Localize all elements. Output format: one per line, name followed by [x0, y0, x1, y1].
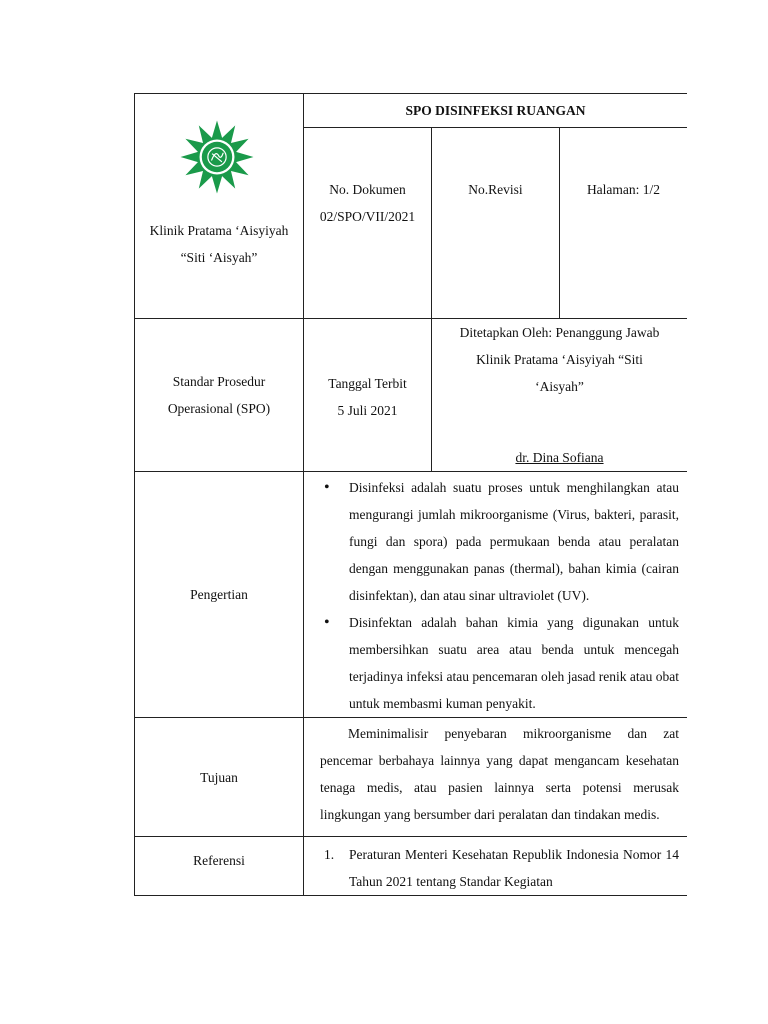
issue-date-cell — [304, 319, 432, 472]
document-number-label: No. Dokumen — [329, 182, 406, 197]
referensi-content — [304, 837, 688, 896]
list-item: • Disinfektan adalah bahan kimia yang digunakan untuk membersihkan suatu area atau benda untuk mencegah terjadinya infeksi atau pencemaran oleh jasad renik atau obat untuk membasmi kuman penyakit. — [322, 609, 679, 717]
document-title: SPO DISINFEKSI RUANGAN — [304, 94, 688, 128]
revision-cell — [432, 128, 560, 319]
issue-date-value: 5 Juli 2021 — [337, 403, 398, 418]
pengertian-content — [304, 472, 688, 718]
signer-name: dr. Dina Sofiana — [515, 450, 604, 465]
pengertian-list — [322, 474, 679, 717]
section-label-referensi: Referensi — [135, 837, 304, 896]
page-label: Halaman: 1/2 — [586, 182, 661, 197]
tujuan-content: Meminimalisir penyebaran mikroorganisme dan zat pencemar berbahaya lainnya yang dapat mengancam kesehatan tenaga medis, atau pasien lainnya serta potensi merusak lingkungan yang bersumber dari peralatan dan tindakan medis. — [304, 718, 688, 837]
list-number: 1. — [324, 847, 335, 862]
list-text: Peraturan Menteri Kesehatan Republik Indonesia Nomor 14 Tahun 2021 tentang Standar Kegiatan — [349, 847, 679, 889]
list-item — [324, 841, 679, 895]
muhammadiyah-sun-emblem-icon — [179, 119, 255, 195]
document-number-value: 02/SPO/VII/2021 — [319, 209, 416, 224]
spo-label-cell: Standar Prosedur Operasional (SPO) — [135, 319, 304, 472]
issue-date-label: Tanggal Terbit — [328, 376, 407, 391]
revision-label: No.Revisi — [468, 182, 523, 197]
section-label-pengertian: Pengertian — [135, 472, 304, 718]
spo-table — [134, 93, 687, 896]
section-label-tujuan: Tujuan — [135, 718, 304, 837]
list-item: • Disinfeksi adalah suatu proses untuk menghilangkan atau mengurangi jumlah mikroorganisme (Virus, bakteri, parasit, fungi dan spora) pada permukaan benda atau peralatan dengan menggunakan panas (thermal), bahan kimia (cairan disinfektan), dan atau sinar ultraviolet (UV). — [322, 474, 679, 609]
referensi-list — [324, 841, 679, 895]
document-number-cell — [304, 128, 432, 319]
clinic-name: Klinik Pratama ‘Aisyiyah “Siti ‘Aisyah” — [149, 223, 289, 265]
approval-cell: Ditetapkan Oleh: Penanggung Jawab Klinik Pratama ‘Aisyiyah “Siti ‘Aisyah” dr. Dina Sofiana — [432, 319, 688, 472]
spo-document — [134, 93, 687, 906]
page-cell — [560, 128, 688, 319]
clinic-identity-cell — [135, 94, 304, 319]
